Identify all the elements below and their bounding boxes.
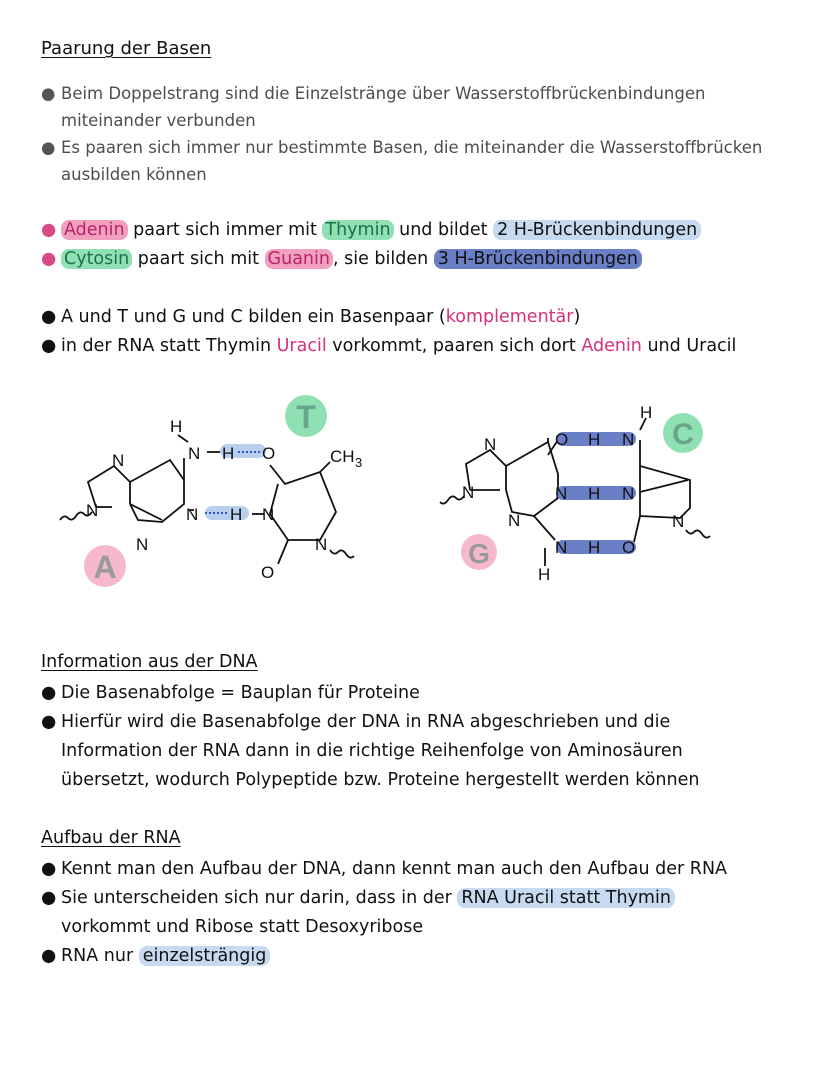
bullet-text: Beim Doppelstrang sind die Einzelstränge über Wasserstoffbrückenbindungen miteinander verbunden xyxy=(61,84,706,130)
term-cytosin: Cytosin xyxy=(61,249,132,269)
term-2-bonds: 2 H-Brückenbindungen xyxy=(493,220,701,240)
list-item-gc-pair: ● Cytosin paart sich mit Guanin , sie bilden 3 H-Brückenbindungen xyxy=(41,245,808,274)
svg-text:O: O xyxy=(262,444,276,463)
svg-text:N: N xyxy=(262,505,275,524)
bullet-icon: ● xyxy=(41,712,57,732)
section-title-basenpaarung: Paarung der Basen xyxy=(41,38,212,59)
svg-text:N: N xyxy=(555,538,568,557)
list-item: ● Hierfür wird die Basenabfolge der DNA in RNA abgeschrieben und die Information der RNA dann in die richtige Reihenfolge von Aminosäuren übersetzt, wodurch Polypeptide bzw. Proteine hergestellt werden können xyxy=(41,708,808,795)
svg-text:N: N xyxy=(484,435,497,454)
bullet-icon: ● xyxy=(41,888,57,908)
term-einzelstraengig: einzelsträngig xyxy=(139,946,271,966)
svg-text:H: H xyxy=(230,505,243,524)
svg-text:H: H xyxy=(170,417,183,436)
svg-text:N: N xyxy=(462,483,475,502)
at-atoms xyxy=(86,417,362,582)
term-komplementaer: komplementär xyxy=(445,307,574,327)
list-item: ● Sie unterscheiden sich nur darin, dass in der RNA Uracil statt Thymin vorkommt und Ribose statt Desoxyribose xyxy=(41,884,808,942)
svg-text:N: N xyxy=(86,501,99,520)
list-item: ● RNA nur einzelsträngig xyxy=(41,942,808,971)
bullet-icon: ● xyxy=(41,138,56,157)
term-adenin: Adenin xyxy=(61,220,128,240)
term-rna-uracil: RNA Uracil statt Thymin xyxy=(457,888,675,908)
term-uracil: Uracil xyxy=(276,336,327,356)
term-thymin: Thymin xyxy=(322,220,393,240)
bullet-icon: ● xyxy=(41,683,57,703)
bullet-icon: ● xyxy=(41,84,56,103)
bullet-icon: ● xyxy=(41,249,57,269)
svg-text:N: N xyxy=(622,430,635,449)
svg-text:N: N xyxy=(188,444,201,463)
label-a: A xyxy=(93,549,117,585)
bullet-text: Es paaren sich immer nur bestimmte Basen, die miteinander die Wasserstoffbrücken ausbilden können xyxy=(61,138,763,184)
list-item: ● Die Basenabfolge = Bauplan für Proteine xyxy=(41,679,808,708)
base-pair-diagram xyxy=(0,380,828,610)
list-item: ● Kennt man den Aufbau der DNA, dann kennt man auch den Aufbau der RNA xyxy=(41,855,808,884)
label-t: T xyxy=(296,399,316,435)
term-3-bonds: 3 H-Brückenbindungen xyxy=(434,249,642,269)
list-item-at-pair: ● Adenin paart sich immer mit Thymin und bildet 2 H-Brückenbindungen xyxy=(41,216,808,245)
svg-text:H: H xyxy=(222,444,235,463)
svg-text:O: O xyxy=(555,430,569,449)
list-item: ● in der RNA statt Thymin Uracil vorkommt, paaren sich dort Adenin und Uracil xyxy=(41,332,808,361)
label-c: C xyxy=(672,418,694,451)
svg-text:H: H xyxy=(588,538,601,557)
term-adenin: Adenin xyxy=(581,336,642,356)
svg-text:O: O xyxy=(261,563,275,582)
svg-text:N: N xyxy=(136,535,149,554)
section-title-aufbau-rna: Aufbau der RNA xyxy=(41,828,181,848)
svg-text:CH: CH xyxy=(330,447,355,466)
bullet-icon: ● xyxy=(41,859,57,879)
section-title-information: Information aus der DNA xyxy=(41,652,258,672)
svg-text:N: N xyxy=(186,505,199,524)
label-g: G xyxy=(468,538,490,569)
svg-text:N: N xyxy=(112,451,125,470)
list-item xyxy=(41,80,808,134)
svg-text:O: O xyxy=(622,538,636,557)
svg-text:N: N xyxy=(622,484,635,503)
term-guanin: Guanin xyxy=(265,249,333,269)
svg-text:N: N xyxy=(315,535,328,554)
list-item: ● A und T und G und C bilden ein Basenpaar (komplementär) xyxy=(41,303,808,332)
bullet-icon: ● xyxy=(41,336,57,356)
svg-text:N: N xyxy=(555,484,568,503)
bullet-icon: ● xyxy=(41,946,57,966)
svg-text:N: N xyxy=(672,512,685,531)
bullet-icon: ● xyxy=(41,307,57,327)
bullet-icon: ● xyxy=(41,220,57,240)
list-item xyxy=(41,134,808,188)
svg-text:H: H xyxy=(588,484,601,503)
svg-text:H: H xyxy=(588,430,601,449)
svg-text:N: N xyxy=(508,511,521,530)
svg-text:3: 3 xyxy=(355,455,363,470)
svg-text:H: H xyxy=(640,403,653,422)
svg-text:H: H xyxy=(538,565,551,584)
at-base-pair xyxy=(60,435,354,564)
